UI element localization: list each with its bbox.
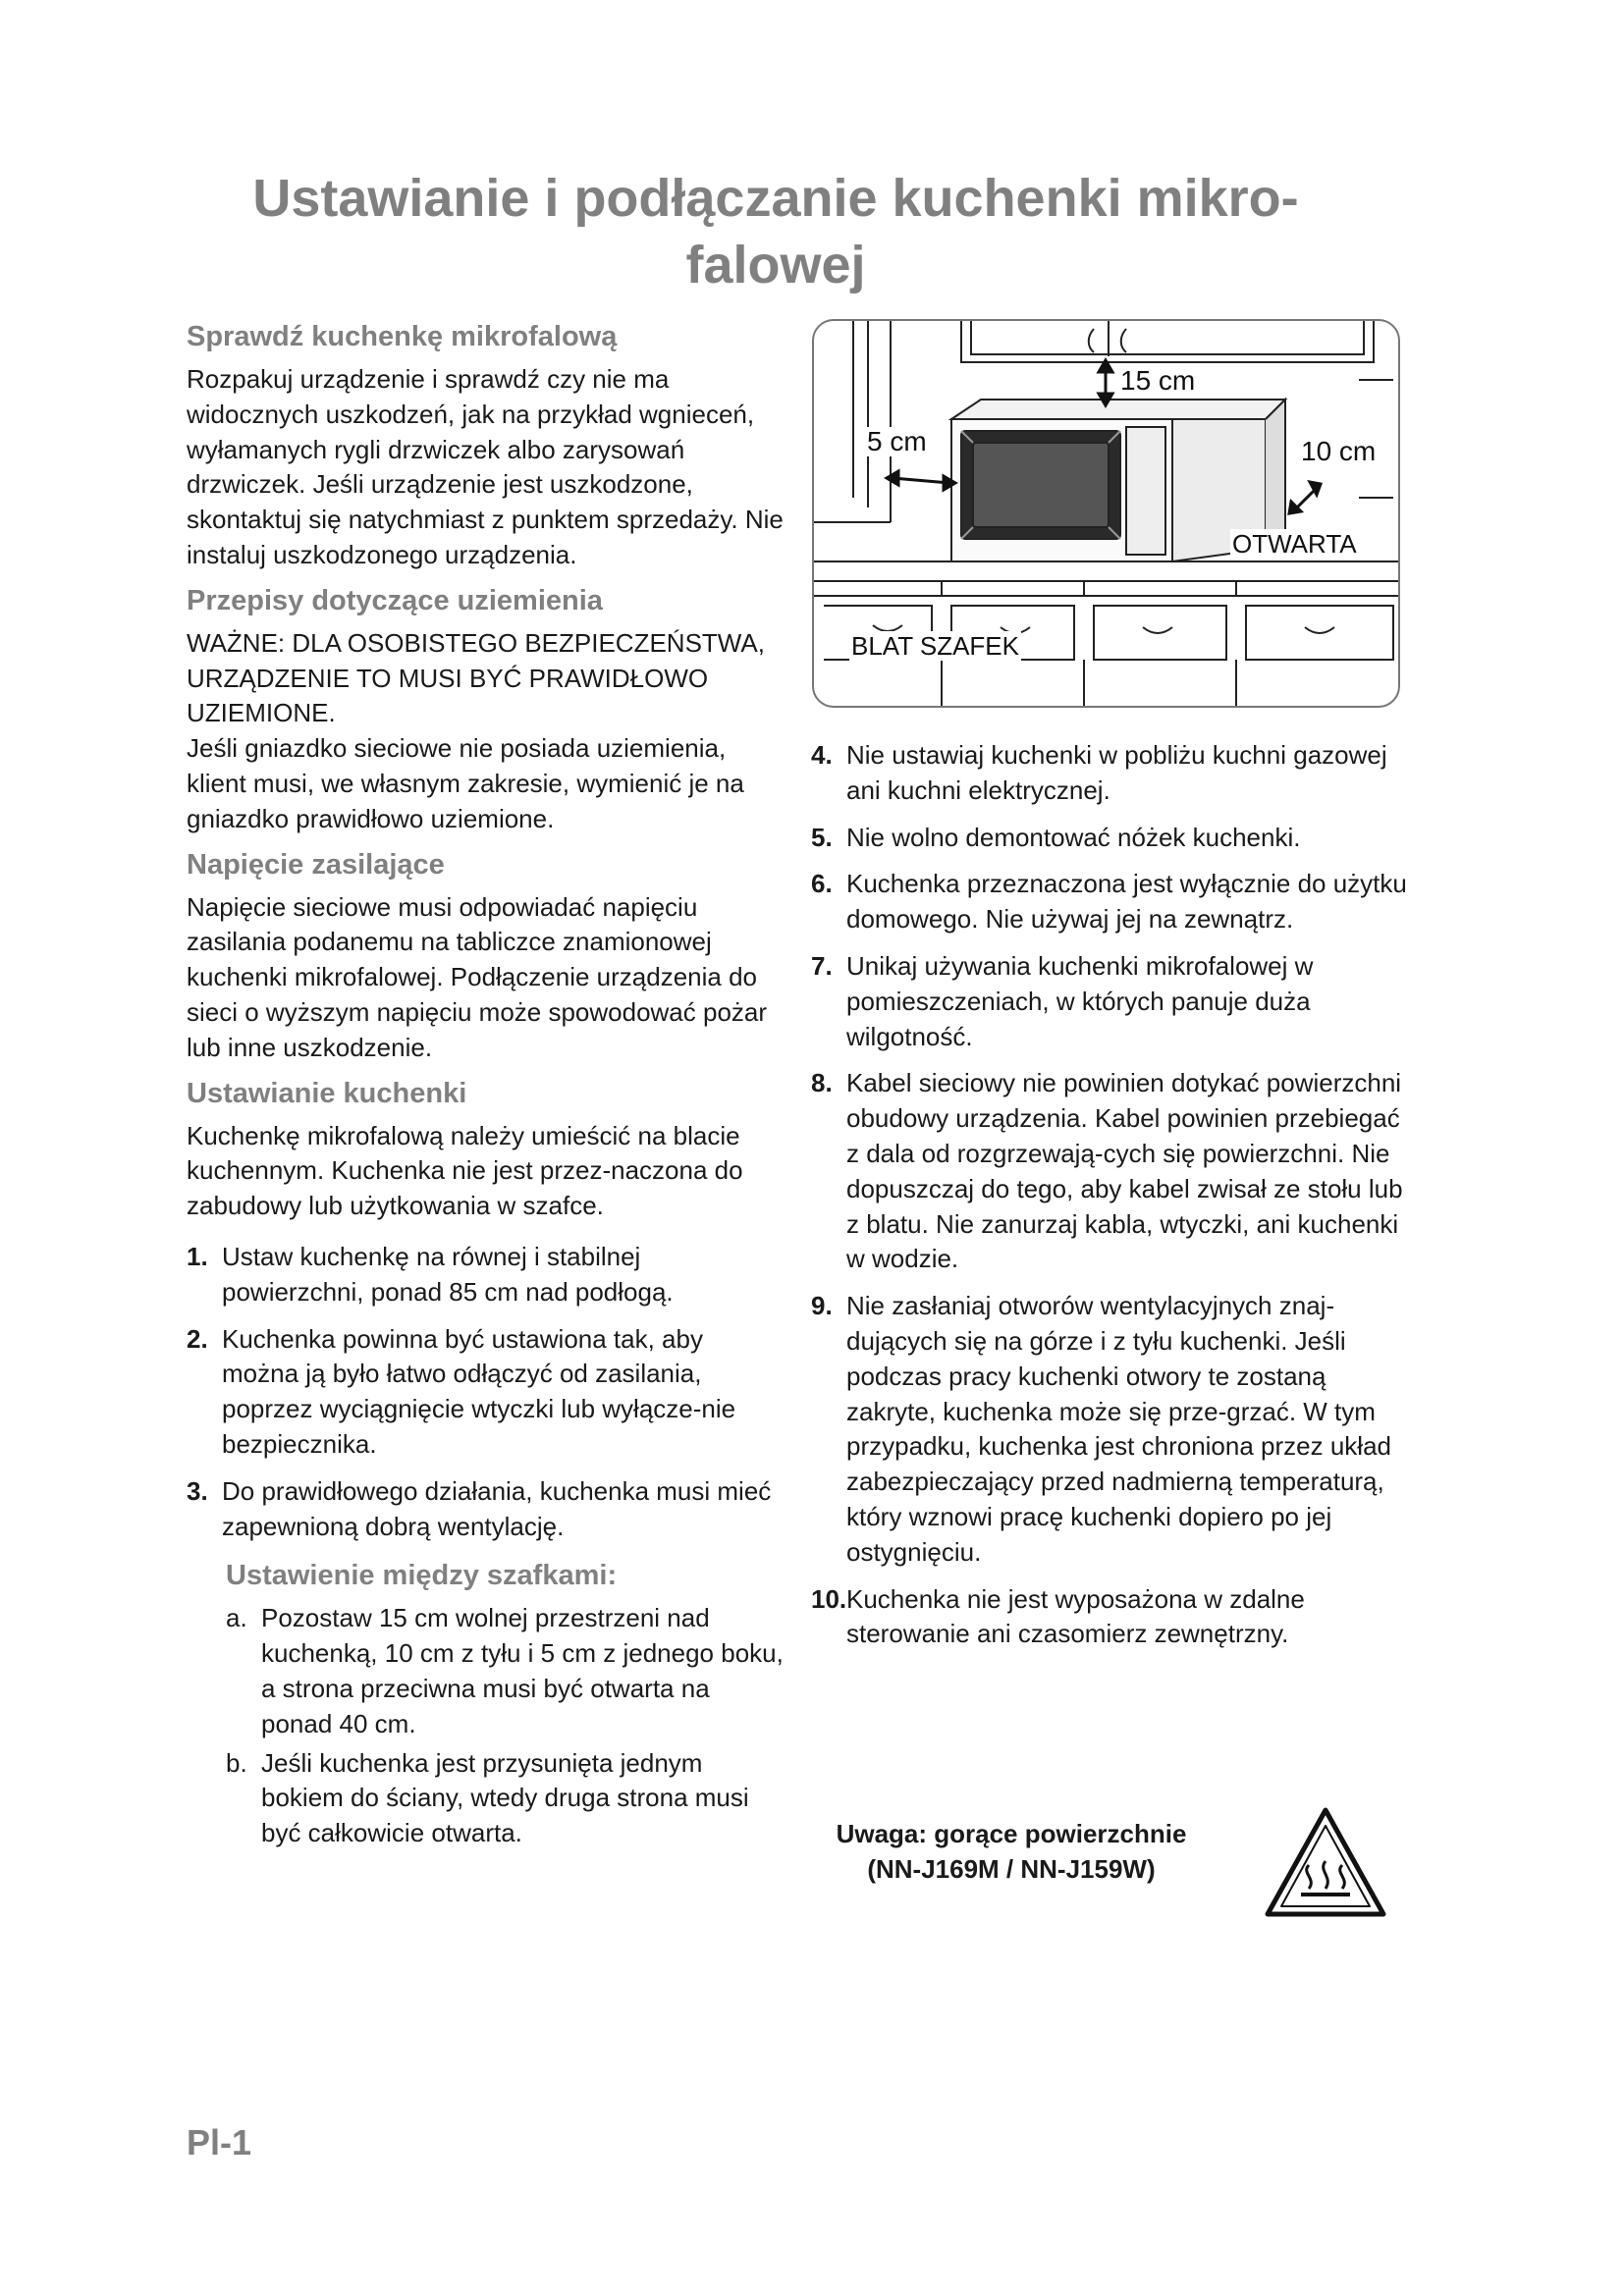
list-item-text: Kuchenka przeznaczona jest wyłącznie do użytku domowego. Nie używaj jej na zewnątrz. bbox=[846, 869, 1407, 934]
placement-text: Kuchenkę mikrofalową należy umieścić na blacie kuchennym. Kuchenka nie jest przez-naczona do zabudowy lub użytkowania w szafce. bbox=[187, 1120, 743, 1221]
list-item-number: 5. bbox=[811, 822, 833, 852]
page-title: Ustawianie i podłączanie kuchenki mikro-falowej bbox=[252, 169, 1299, 294]
hot-surface-icon bbox=[1262, 1804, 1389, 1920]
list-item-number: 2. bbox=[187, 1323, 208, 1354]
page-number: Pl-1 bbox=[187, 2122, 252, 2163]
list-item-text: Nie zasłaniaj otworów wentylacyjnych znaj-dujących się na górze i z tyłu kuchenki. Jeśli podczas pracy kuchenki otwory te zostaną zakryte, kuchenka może się prze-grzać. W tym przypadku, kuchenka jest chroniona przez układ zabezpieczający przed nadmierną temperaturą, który wznowi pracę kuchenki dopiero po jej ostygnięciu. bbox=[846, 1291, 1391, 1567]
list-item bbox=[187, 1474, 785, 1545]
list-item-text: Ustaw kuchenkę na równej i stabilnej powierzchni, ponad 85 cm nad podłogą. bbox=[222, 1241, 674, 1307]
back-gap-label: 10 cm bbox=[1301, 436, 1377, 466]
list-item bbox=[811, 1066, 1410, 1277]
list-item-letter: b. bbox=[226, 1747, 247, 1778]
grounding-text: Jeśli gniazdko sieciowe nie posiada uziemienia, klient musi, we własnym zakresie, wymienić je na gniazdko prawidłowo uziemione. bbox=[187, 733, 744, 833]
list-item-text: Kuchenka powinna być ustawiona tak, aby można ją było łatwo odłączyć od zasilania, poprzez wyciągnięcie wtyczki lub wyłącze-nie bezpiecznika. bbox=[222, 1323, 736, 1459]
list-item-letter: a. bbox=[226, 1603, 247, 1633]
list-item-text: Nie wolno demontować nóżek kuchenki. bbox=[846, 822, 1301, 852]
list-item bbox=[187, 1322, 785, 1463]
top-gap-label: 15 cm bbox=[1120, 365, 1196, 396]
list-item bbox=[226, 1601, 785, 1741]
list-item-number: 1. bbox=[187, 1241, 208, 1271]
list-item bbox=[811, 867, 1410, 937]
check-heading: Sprawdź kuchenkę mikrofalową bbox=[187, 321, 618, 352]
placement-heading: Ustawianie kuchenki bbox=[187, 1077, 467, 1109]
list-item-text: Pozostaw 15 cm wolnej przestrzeni nad kuchenką, 10 cm z tyłu i 5 cm z jednego boku, a strona przeciwna musi być otwarta na ponad 40 cm. bbox=[261, 1603, 784, 1738]
list-item bbox=[187, 1240, 785, 1310]
placement-diagram bbox=[812, 319, 1400, 708]
list-item-number: 8. bbox=[811, 1068, 833, 1098]
left-column bbox=[187, 319, 785, 1863]
list-item-text: Kabel sieciowy nie powinien dotykać powierzchni obudowy urządzenia. Kabel powinien przebiegać z dala od rozgrzewają-cych się powierzchni. Nie dopuszczaj do tego, aby kabel zwisał ze stołu lub z blatu. Nie zanurzaj kabla, wtyczki, ani kuchenki w wodzie. bbox=[846, 1068, 1403, 1274]
list-item bbox=[811, 738, 1410, 809]
grounding-important: WAŻNE: DLA OSOBISTEGO BEZPIECZEŃSTWA, URZĄDZENIE TO MUSI BYĆ PRAWIDŁOWO UZIEMIONE. bbox=[187, 627, 765, 728]
warning-line-2: (NN-J169M / NN-J159W) bbox=[867, 1854, 1156, 1884]
list-item-text: Unikaj używania kuchenki mikrofalowej w pomieszczeniach, w których panuje duża wilgotność. bbox=[846, 950, 1314, 1051]
list-item-text: Jeśli kuchenka jest przysunięta jednym bokiem do ściany, wtedy druga strona musi być całkowicie otwarta. bbox=[261, 1747, 749, 1848]
list-item bbox=[811, 1289, 1410, 1570]
list-item bbox=[226, 1746, 785, 1851]
voltage-text: Napięcie sieciowe musi odpowiadać napięciu zasilania podanemu na tabliczce znamionowej kuchenki mikrofalowej. Podłączenie urządzenia do sieci o wyższym napięciu może spowodować pożar lub inne uszkodzenie. bbox=[187, 891, 768, 1062]
voltage-heading: Napięcie zasilające bbox=[187, 848, 445, 881]
list-item-text: Kuchenka nie jest wyposażona w zdalne sterowanie ani czasomierz zewnętrzny. bbox=[846, 1583, 1305, 1649]
list-item-text: Do prawidłowego działania, kuchenka musi mieć zapewnioną dobrą wentylację. bbox=[222, 1475, 772, 1541]
list-item-number: 6. bbox=[811, 869, 833, 899]
grounding-heading: Przepisy dotyczące uziemienia bbox=[187, 584, 603, 616]
list-item bbox=[811, 821, 1410, 856]
open-side-label: OTWARTA bbox=[1232, 529, 1357, 559]
list-item-number: 10. bbox=[811, 1583, 847, 1614]
list-item-number: 3. bbox=[187, 1475, 208, 1506]
list-item bbox=[811, 949, 1410, 1054]
right-column bbox=[811, 738, 1410, 1664]
hot-surface-warning bbox=[805, 1816, 1218, 1887]
list-item bbox=[811, 1582, 1410, 1653]
list-item-number: 7. bbox=[811, 950, 833, 981]
counter-label: BLAT SZAFEK bbox=[851, 631, 1019, 661]
cabinet-heading: Ustawienie między szafkami: bbox=[226, 1560, 618, 1592]
warning-line-1: Uwaga: gorące powierzchnie bbox=[836, 1819, 1187, 1848]
list-item-number: 9. bbox=[811, 1291, 833, 1321]
side-gap-label: 5 cm bbox=[867, 426, 927, 456]
list-item-text: Nie ustawiaj kuchenki w pobliżu kuchni gazowej ani kuchni elektrycznej. bbox=[846, 740, 1387, 805]
list-item-number: 4. bbox=[811, 740, 833, 770]
check-text: Rozpakuj urządzenie i sprawdź czy nie ma widocznych uszkodzeń, jak na przykład wgnieceń, wyłamanych rygli drzwiczek albo zarysowań drzwiczek. Jeśli urządzenie jest uszkodzone, skontaktuj się natychmiast z punktem sprzedaży. Nie instaluj uszkodzonego urządzenia. bbox=[187, 364, 784, 569]
